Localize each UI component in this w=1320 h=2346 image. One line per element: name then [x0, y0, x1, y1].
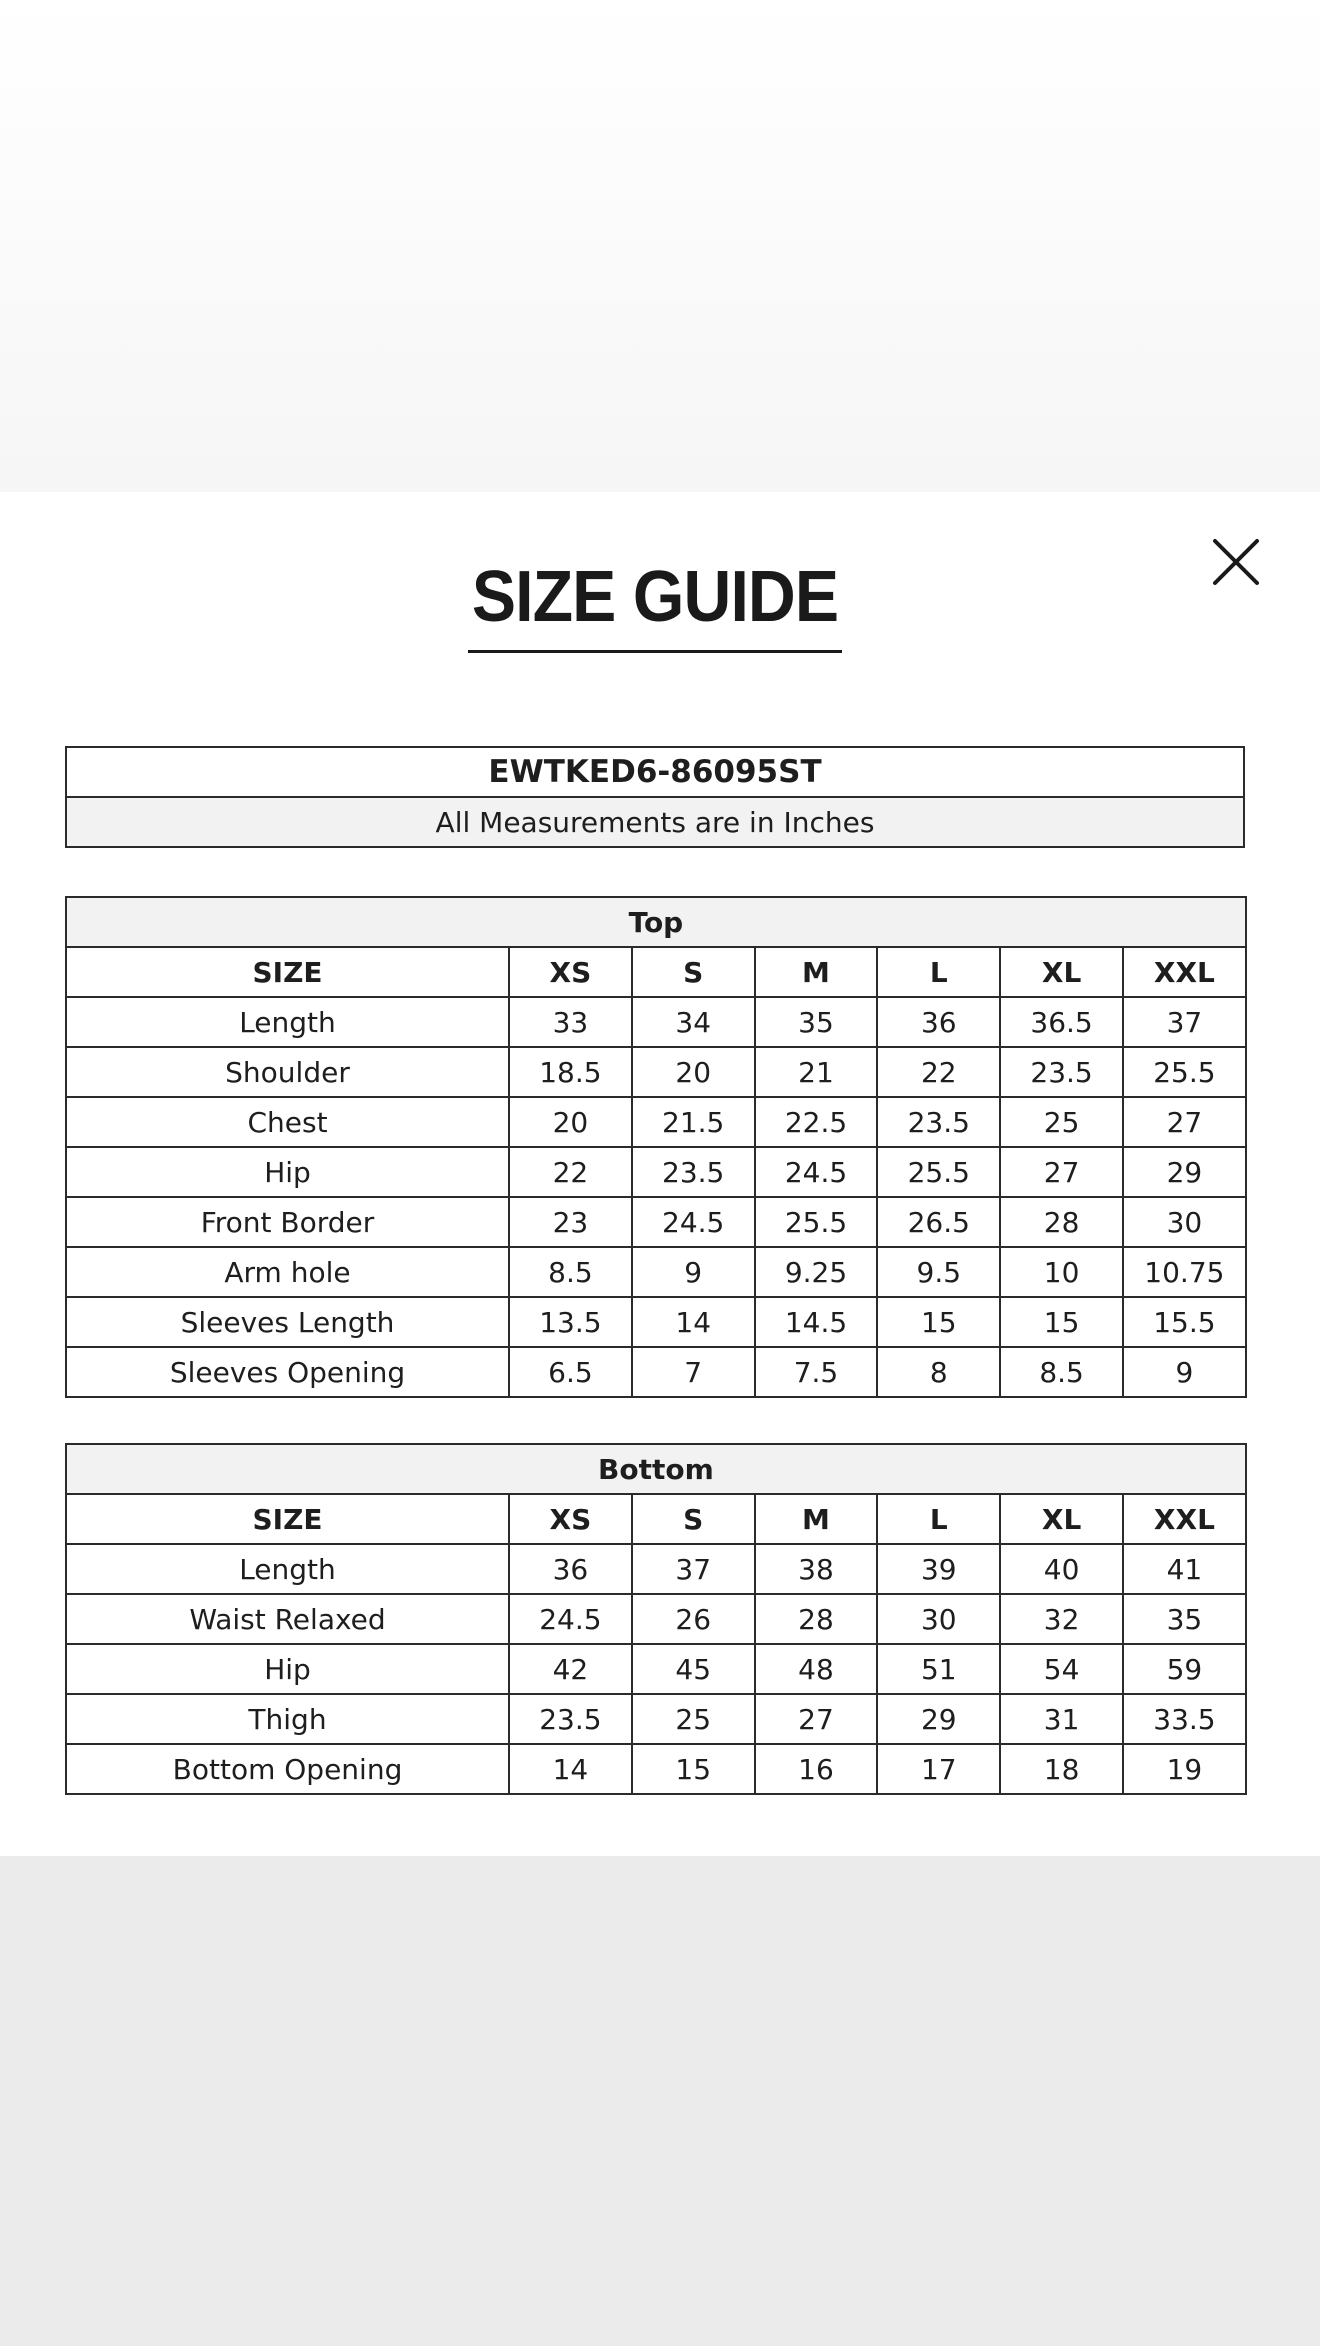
title-underline — [468, 650, 842, 653]
top-measurement-cell: 30 — [1123, 1197, 1246, 1247]
top-measurement-cell: 25.5 — [1123, 1047, 1246, 1097]
top-row-label: Sleeves Length — [66, 1297, 509, 1347]
top-measurement-cell: 8.5 — [1000, 1347, 1123, 1397]
bottom-column-header: SIZE — [66, 1494, 509, 1544]
top-measurement-cell: 29 — [1123, 1147, 1246, 1197]
top-measurement-cell: 22.5 — [755, 1097, 878, 1147]
bottom-measurement-cell: 30 — [877, 1594, 1000, 1644]
backdrop-bottom[interactable] — [0, 1856, 1320, 2346]
bottom-measurement-cell: 38 — [755, 1544, 878, 1594]
bottom-measurement-cell: 14 — [509, 1744, 632, 1794]
bottom-row-label: Length — [66, 1544, 509, 1594]
bottom-column-header: L — [877, 1494, 1000, 1544]
bottom-measurement-cell: 18 — [1000, 1744, 1123, 1794]
bottom-measurement-cell: 40 — [1000, 1544, 1123, 1594]
bottom-column-header: S — [632, 1494, 755, 1544]
top-row-label: Shoulder — [66, 1047, 509, 1097]
top-measurement-cell: 8 — [877, 1347, 1000, 1397]
table-row — [66, 1544, 1246, 1594]
table-row — [66, 1297, 1246, 1347]
bottom-measurement-cell: 17 — [877, 1744, 1000, 1794]
table-row — [66, 1147, 1246, 1197]
top-measurement-cell: 23 — [509, 1197, 632, 1247]
bottom-measurement-cell: 33.5 — [1123, 1694, 1246, 1744]
top-column-header: L — [877, 947, 1000, 997]
top-measurement-cell: 23.5 — [877, 1097, 1000, 1147]
top-table-title: Top — [66, 897, 1246, 947]
bottom-measurement-cell: 27 — [755, 1694, 878, 1744]
bottom-measurement-cell: 16 — [755, 1744, 878, 1794]
top-measurement-cell: 20 — [632, 1047, 755, 1097]
top-row-label: Sleeves Opening — [66, 1347, 509, 1397]
top-measurement-cell: 34 — [632, 997, 755, 1047]
bottom-measurement-cell: 29 — [877, 1694, 1000, 1744]
top-column-header: S — [632, 947, 755, 997]
top-measurement-cell: 9.5 — [877, 1247, 1000, 1297]
bottom-row-label: Waist Relaxed — [66, 1594, 509, 1644]
top-measurement-cell: 14.5 — [755, 1297, 878, 1347]
bottom-measurement-cell: 39 — [877, 1544, 1000, 1594]
page-title: SIZE GUIDE — [471, 557, 839, 637]
table-row — [66, 1694, 1246, 1744]
top-measurement-cell: 33 — [509, 997, 632, 1047]
top-column-header: XL — [1000, 947, 1123, 997]
table-row — [66, 1594, 1246, 1644]
top-measurement-cell: 22 — [509, 1147, 632, 1197]
bottom-measurement-cell: 48 — [755, 1644, 878, 1694]
top-measurement-cell: 36.5 — [1000, 997, 1123, 1047]
top-measurement-cell: 24.5 — [632, 1197, 755, 1247]
bottom-measurement-cell: 26 — [632, 1594, 755, 1644]
top-measurement-cell: 26.5 — [877, 1197, 1000, 1247]
top-measurement-cell: 15 — [877, 1297, 1000, 1347]
bottom-size-table — [65, 1443, 1247, 1795]
bottom-row-label: Hip — [66, 1644, 509, 1694]
top-measurement-cell: 35 — [755, 997, 878, 1047]
bottom-measurement-cell: 41 — [1123, 1544, 1246, 1594]
top-row-label: Hip — [66, 1147, 509, 1197]
top-measurement-cell: 20 — [509, 1097, 632, 1147]
bottom-column-header: M — [755, 1494, 878, 1544]
top-measurement-cell: 37 — [1123, 997, 1246, 1047]
top-column-header: M — [755, 947, 878, 997]
bottom-column-header: XXL — [1123, 1494, 1246, 1544]
table-row — [66, 1197, 1246, 1247]
top-measurement-cell: 24.5 — [755, 1147, 878, 1197]
bottom-measurement-cell: 42 — [509, 1644, 632, 1694]
bottom-measurement-cell: 36 — [509, 1544, 632, 1594]
bottom-measurement-cell: 54 — [1000, 1644, 1123, 1694]
top-measurement-cell: 10.75 — [1123, 1247, 1246, 1297]
table-row — [66, 1247, 1246, 1297]
top-measurement-cell: 10 — [1000, 1247, 1123, 1297]
product-info-table — [65, 746, 1245, 848]
bottom-measurement-cell: 24.5 — [509, 1594, 632, 1644]
top-row-label: Front Border — [66, 1197, 509, 1247]
bottom-measurement-cell: 37 — [632, 1544, 755, 1594]
top-column-header: XXL — [1123, 947, 1246, 997]
top-measurement-cell: 23.5 — [1000, 1047, 1123, 1097]
top-measurement-cell: 6.5 — [509, 1347, 632, 1397]
table-row — [66, 997, 1246, 1047]
bottom-column-header: XS — [509, 1494, 632, 1544]
bottom-table-title: Bottom — [66, 1444, 1246, 1494]
bottom-measurement-cell: 35 — [1123, 1594, 1246, 1644]
bottom-measurement-cell: 45 — [632, 1644, 755, 1694]
top-row-label: Length — [66, 997, 509, 1047]
top-measurement-cell: 28 — [1000, 1197, 1123, 1247]
bottom-measurement-cell: 23.5 — [509, 1694, 632, 1744]
bottom-measurement-cell: 25 — [632, 1694, 755, 1744]
top-measurement-cell: 36 — [877, 997, 1000, 1047]
top-measurement-cell: 7.5 — [755, 1347, 878, 1397]
top-measurement-cell: 23.5 — [632, 1147, 755, 1197]
table-row — [66, 1744, 1246, 1794]
bottom-measurement-cell: 32 — [1000, 1594, 1123, 1644]
top-measurement-cell: 18.5 — [509, 1047, 632, 1097]
top-measurement-cell: 14 — [632, 1297, 755, 1347]
top-size-table — [65, 896, 1247, 1398]
bottom-measurement-cell: 31 — [1000, 1694, 1123, 1744]
top-column-header: SIZE — [66, 947, 509, 997]
top-measurement-cell: 8.5 — [509, 1247, 632, 1297]
table-row — [66, 1644, 1246, 1694]
top-measurement-cell: 7 — [632, 1347, 755, 1397]
bottom-measurement-cell: 51 — [877, 1644, 1000, 1694]
bottom-row-label: Thigh — [66, 1694, 509, 1744]
top-measurement-cell: 9 — [1123, 1347, 1246, 1397]
top-measurement-cell: 25 — [1000, 1097, 1123, 1147]
top-measurement-cell: 15.5 — [1123, 1297, 1246, 1347]
top-measurement-cell: 21.5 — [632, 1097, 755, 1147]
top-measurement-cell: 21 — [755, 1047, 878, 1097]
table-row — [66, 1097, 1246, 1147]
bottom-header-row — [66, 1494, 1246, 1544]
bottom-measurement-cell: 15 — [632, 1744, 755, 1794]
backdrop-top[interactable] — [0, 0, 1320, 492]
bottom-column-header: XL — [1000, 1494, 1123, 1544]
unit-note: All Measurements are in Inches — [66, 797, 1244, 847]
table-row — [66, 1047, 1246, 1097]
top-row-label: Arm hole — [66, 1247, 509, 1297]
top-measurement-cell: 9 — [632, 1247, 755, 1297]
bottom-row-label: Bottom Opening — [66, 1744, 509, 1794]
product-code: EWTKED6-86095ST — [66, 747, 1244, 797]
top-measurement-cell: 25.5 — [877, 1147, 1000, 1197]
top-header-row — [66, 947, 1246, 997]
top-row-label: Chest — [66, 1097, 509, 1147]
table-row — [66, 1347, 1246, 1397]
top-measurement-cell: 13.5 — [509, 1297, 632, 1347]
top-column-header: XS — [509, 947, 632, 997]
top-measurement-cell: 22 — [877, 1047, 1000, 1097]
top-measurement-cell: 27 — [1000, 1147, 1123, 1197]
top-measurement-cell: 15 — [1000, 1297, 1123, 1347]
top-measurement-cell: 25.5 — [755, 1197, 878, 1247]
bottom-measurement-cell: 28 — [755, 1594, 878, 1644]
bottom-measurement-cell: 59 — [1123, 1644, 1246, 1694]
bottom-measurement-cell: 19 — [1123, 1744, 1246, 1794]
top-measurement-cell: 27 — [1123, 1097, 1246, 1147]
top-measurement-cell: 9.25 — [755, 1247, 878, 1297]
